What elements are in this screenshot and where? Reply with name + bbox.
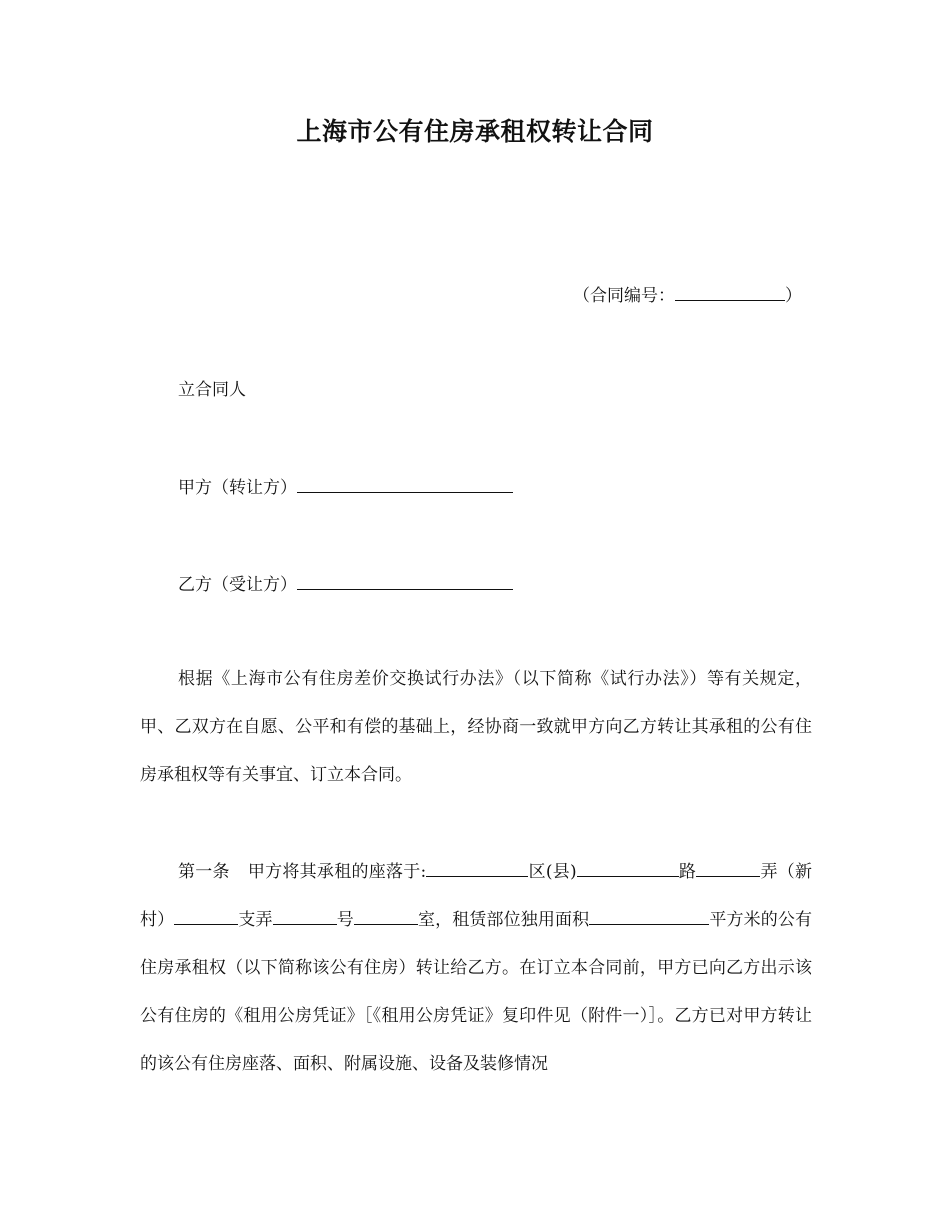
party-a-label: 甲方（转让方） <box>178 478 297 498</box>
article-1-text-3: 路 <box>678 862 697 882</box>
party-b-blank <box>297 571 513 590</box>
article-1-text-1: 甲方将其承租的座落于: <box>247 862 427 882</box>
article-1-text-5: 支弄 <box>238 910 273 930</box>
article-1-text-4: 弄（新村） <box>140 862 813 930</box>
document-title: 上海市公有住房承租权转让合同 <box>296 117 654 146</box>
contract-number-prefix: （合同编号： <box>573 286 675 306</box>
area-blank <box>589 906 709 925</box>
party-b-line <box>178 571 513 597</box>
article-1-label: 第一条 <box>178 862 230 882</box>
contract-number <box>573 282 802 308</box>
party-a-line <box>178 474 513 500</box>
party-a-blank <box>297 474 513 493</box>
branch-lane-blank <box>174 906 238 925</box>
article-1-text-7: 室，租赁部位独用面积 <box>417 910 590 930</box>
number-blank <box>273 906 337 925</box>
party-intro: 立合同人 <box>178 380 246 400</box>
room-blank <box>354 906 418 925</box>
party-b-label: 乙方（受让方） <box>178 575 297 595</box>
contract-number-suffix: ） <box>785 286 802 306</box>
intro-paragraph: 根据《上海市公有住房差价交换试行办法》（以下简称《试行办法》）等有关规定，甲、乙双方在自愿、公平和有偿的基础上，经协商一致就甲方向乙方转让其承租的公有住房承租权等有关事宜、订立本合同。 <box>140 669 812 785</box>
district-blank <box>426 858 528 877</box>
contract-number-blank <box>675 282 785 301</box>
article-1-text-8: 平方米的公有住房承租权（以下简称该公有住房）转让给乙方。在订立本合同前，甲方已向乙方出示该公有住房的《租用公房凭证》［《租用公房凭证》复印件见（附件一）］。乙方已对甲方转让的该公有住房座落、面积、附属设施、设备及装修情况 <box>140 910 812 1074</box>
article-1-text-6: 号 <box>336 910 354 930</box>
article-1-paragraph <box>140 848 812 1088</box>
lane-blank <box>696 858 760 877</box>
road-blank <box>577 858 679 877</box>
article-1-text-2: 区(县) <box>528 862 577 882</box>
